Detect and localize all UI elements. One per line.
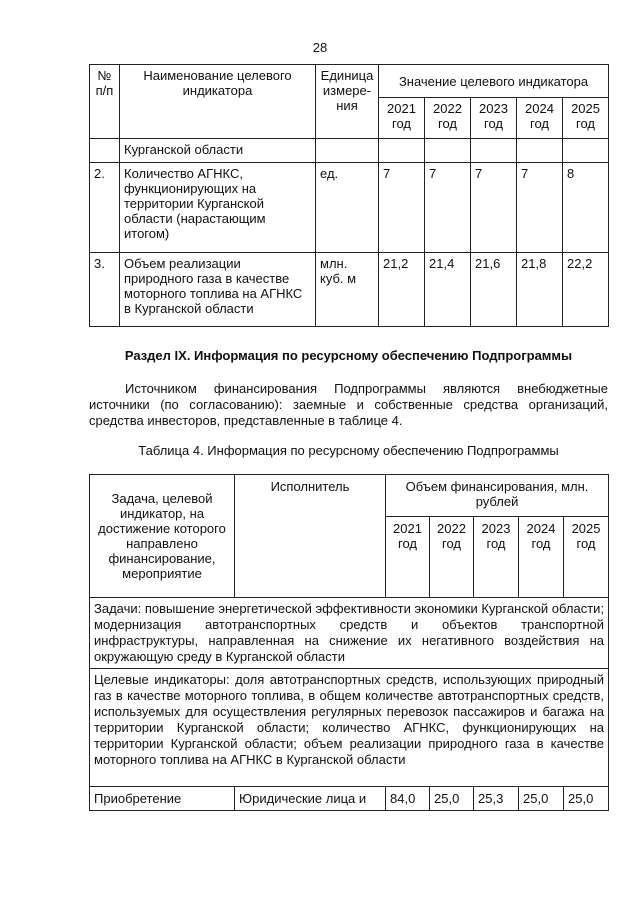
cell-value: 84,0 [386,787,430,811]
cell-value [425,139,471,163]
cell-value: 21,2 [379,253,425,327]
cell-value: 25,0 [519,787,564,811]
cell-indicator-name: Количество АГНКС, функционирующих на территории Курганской области (нарастающим итогом) [120,163,316,253]
cell-value: 7 [425,163,471,253]
cell-value: 25,3 [474,787,519,811]
table-row [90,787,609,811]
cell-num [90,139,120,163]
header-year: 2022 год [430,517,474,598]
cell-executor: Юридические лица и [235,787,386,811]
cell-value: 21,8 [517,253,563,327]
cell-value: 8 [563,163,609,253]
cell-num: 3. [90,253,120,327]
header-indicator-name: Наименование целевого индикатора [120,65,316,139]
funding-paragraph: Источником финансирования Подпрограммы являются внебюджетные источники (по согласованию): заемные и собственные средства организаций, средства инвесторов, представленные в таблице 4. [89,381,608,428]
cell-value [379,139,425,163]
tasks-row: Задачи: повышение энергетической эффективности экономики Курганской области; модернизация автотранспортных средств и объектов транспортной инфраструктуры, направленная на снижение их негативного воздействия на окружающую среду в Курганской области [90,598,609,669]
header-year: 2024 год [519,517,564,598]
cell-indicator-name: Курганской области [120,139,316,163]
header-executor: Исполнитель [235,475,386,598]
table-row [90,253,609,327]
cell-num: 2. [90,163,120,253]
table4-title: Таблица 4. Информация по ресурсному обеспечению Подпрограммы [138,443,559,458]
cell-unit: млн. куб. м [316,253,379,327]
cell-value: 7 [517,163,563,253]
header-value-group: Значение целевого индикатора [379,65,609,98]
cell-value: 21,4 [425,253,471,327]
cell-value [471,139,517,163]
header-year: 2024 год [517,98,563,139]
cell-indicator-name: Объем реализации природного газа в качестве моторного топлива на АГНКС в Курганской области [120,253,316,327]
page-number: 28 [312,40,328,55]
cell-task: Приобретение [90,787,235,811]
cell-unit: ед. [316,163,379,253]
header-task: Задача, целевой индикатор, на достижение которого направлено финансирование, мероприятие [90,475,235,598]
indicators-row: Целевые индикаторы: доля автотранспортных средств, использующих природный газ в качестве моторного топлива, в общем количестве автотранспортных средств, используемых для осуществления регулярных перевозок пассажиров и багажа на территории Курганской области; количество АГНКС, функционирующих на территории Курганской области; объем реализации природного газа в качестве моторного топлива на АГНКС в Курганской области [90,669,609,787]
cell-value: 25,0 [564,787,609,811]
cell-value: 25,0 [430,787,474,811]
header-year: 2021 год [386,517,430,598]
target-indicators-table [89,64,609,327]
cell-value: 7 [379,163,425,253]
table-row [90,163,609,253]
table-row [90,139,609,163]
resource-support-table [89,474,609,811]
header-unit: Единица измере-ния [316,65,379,139]
cell-value: 7 [471,163,517,253]
header-year: 2025 год [563,98,609,139]
header-year: 2023 год [471,98,517,139]
cell-unit [316,139,379,163]
header-year: 2022 год [425,98,471,139]
header-num: № п/п [90,65,120,139]
cell-value: 22,2 [563,253,609,327]
cell-value [517,139,563,163]
cell-value: 21,6 [471,253,517,327]
header-funding-group: Объем финансирования, млн. рублей [386,475,609,517]
header-year: 2025 год [564,517,609,598]
cell-value [563,139,609,163]
header-year: 2023 год [474,517,519,598]
header-year: 2021 год [379,98,425,139]
section-title: Раздел IX. Информация по ресурсному обеспечению Подпрограммы [124,348,573,363]
